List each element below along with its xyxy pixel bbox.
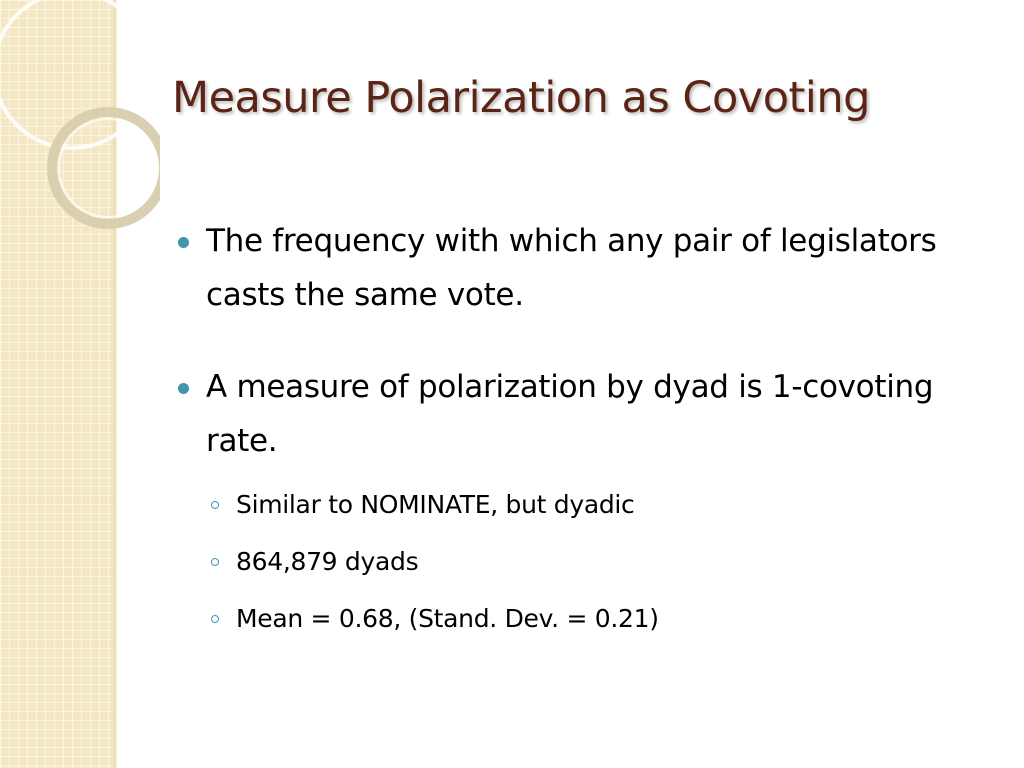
bullet-list <box>172 214 962 647</box>
sub-bullet-item <box>172 533 962 590</box>
decorative-rings <box>0 0 160 260</box>
bullet-item <box>172 360 962 468</box>
bullet-text: The frequency with which any pair of legislators casts the same vote. <box>206 223 937 313</box>
ring-bullet-icon <box>211 615 219 623</box>
sub-bullet-list <box>172 476 962 647</box>
sub-bullet-text: 864,879 dyads <box>236 547 419 576</box>
ring-bullet-icon <box>211 558 219 566</box>
sub-bullet-text: Similar to NOMINATE, but dyadic <box>236 490 635 519</box>
decorative-ring-small-highlight <box>59 119 157 217</box>
bullet-item <box>172 214 962 322</box>
sub-bullet-item <box>172 476 962 533</box>
bullet-text: A measure of polarization by dyad is 1-covoting rate. <box>206 369 934 459</box>
decorative-ring-small <box>52 112 160 224</box>
sub-bullet-text: Mean = 0.68, (Stand. Dev. = 0.21) <box>236 604 659 633</box>
sub-bullet-item <box>172 590 962 647</box>
bullet-dot-icon <box>178 383 189 394</box>
slide-title: Measure Polarization as Covoting <box>172 73 870 123</box>
ring-bullet-icon <box>211 501 219 509</box>
bullet-dot-icon <box>178 237 189 248</box>
